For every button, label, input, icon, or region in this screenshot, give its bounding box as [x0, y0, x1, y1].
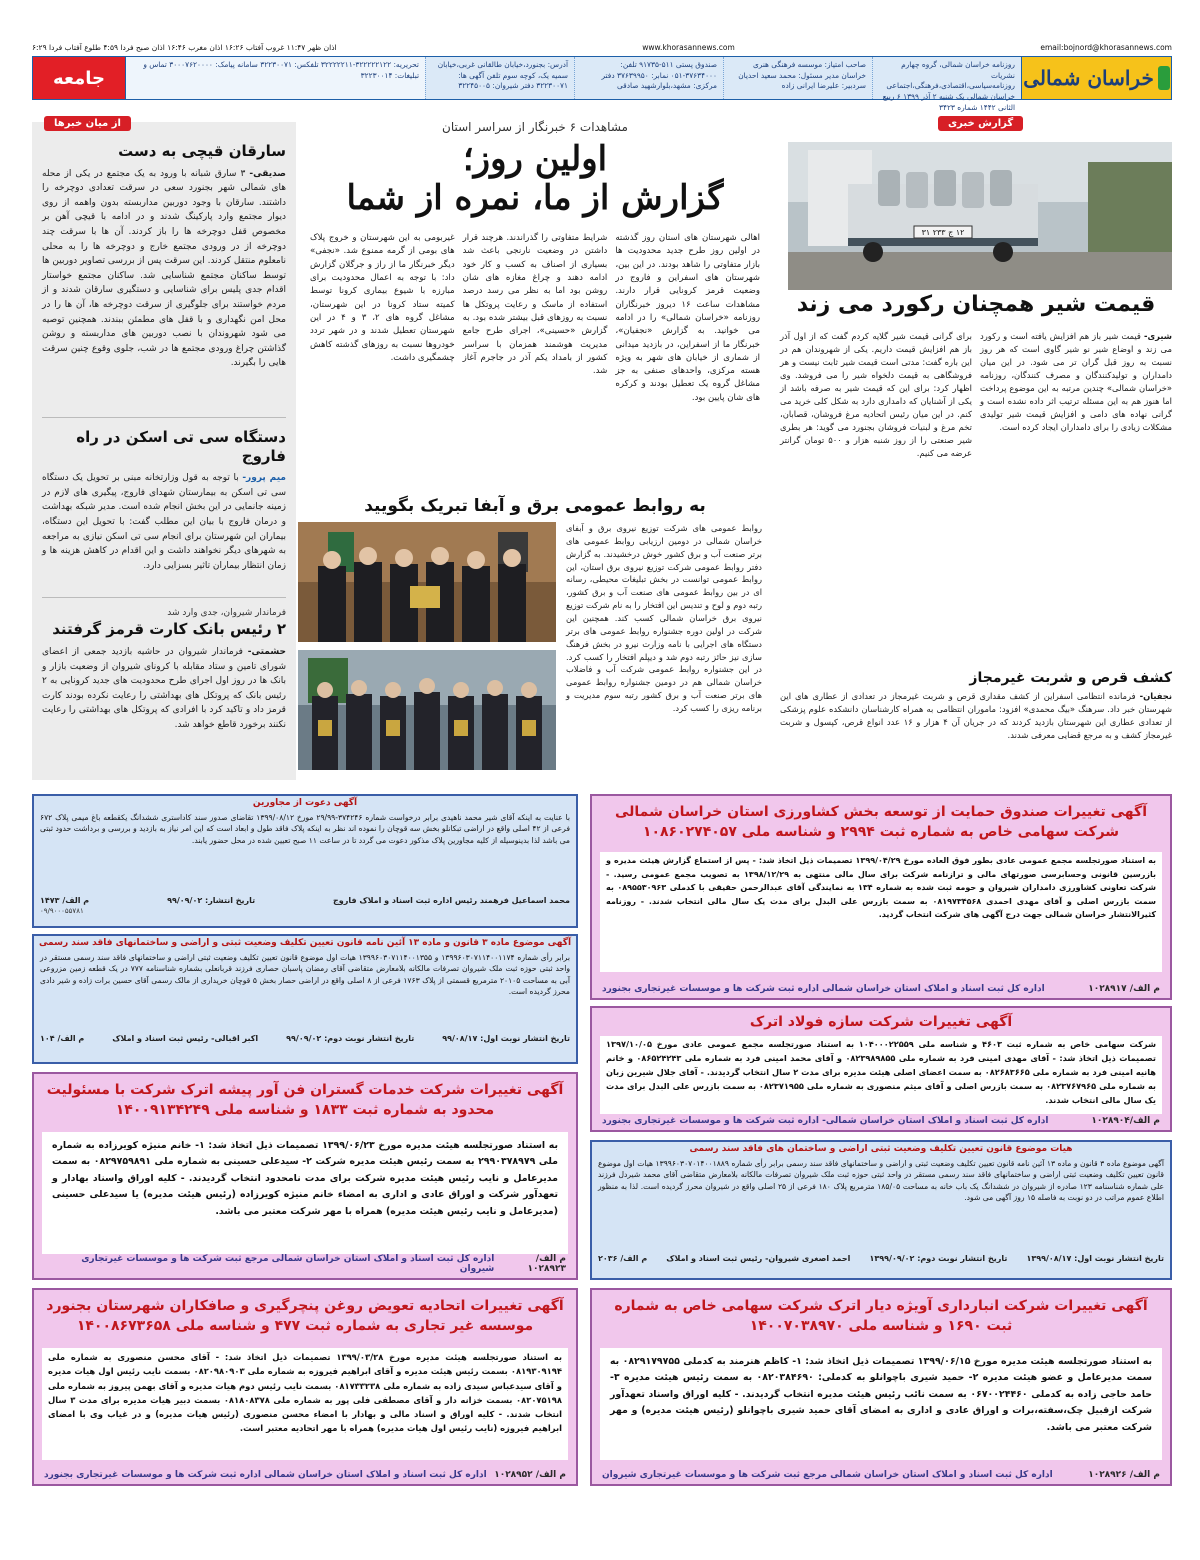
ad-law-right-sign-row	[592, 1252, 1170, 1265]
ad-ettehadieh-title: آگهی تغییرات اتحادیه تعویض روغن پنچرگیری و صافکاران شهرستان بجنورد موسسه غیر تجاری به شماره ثبت ۴۷۷ و شناسه ملی ۱۴۰۰۸۶۷۳۶۵۸	[46, 1298, 564, 1335]
ad-gostaran[interactable]	[32, 1072, 578, 1280]
sidebar-tag: از میان خبرها	[44, 116, 131, 131]
section-tag: جامعه	[33, 57, 125, 99]
ad-gostaran-text: به استناد صورتجلسه هیئت مدیره مورخ ۱۳۹۹/۰۶/۲۳ تصمیمات ذیل اتخاذ شد: ۱- خانم منیژه کویرزاده به شماره ملی ۲۹۹۰۳۷۸۹۷۹ به سمت رئیس هیئت مدیره شرکت ۲- سیدعلی حسینی به شماره ملی ۰۸۲۹۷۵۹۸۹۱ به سمت مدیرعامل و نایب رئیس هیئت مدیره شرکت برای مدت نامحدود انتخاب گردیدند. - کلیه اوراق واسناد بهادار و تعهدآور شرکت و اوراق عادی و اداری به امضاء خانم منیژه کویرزاده (رئیس هیئت مدیره) یا سیدعلی حسینی (مدیرعامل و نایب رئیس هیئت مدیره) همراه با مهر شرکت معتبر می باشد.	[52, 1140, 559, 1217]
ceremony-photo-1	[298, 522, 556, 642]
sidebar-divider	[42, 417, 286, 418]
ad-law-left-date1: تاریخ انتشار نوبت اول: ۹۹/۰۸/۱۷	[442, 1034, 570, 1043]
ad-ettehadieh[interactable]	[32, 1288, 578, 1486]
prayer-times: اذان ظهر ۱۱:۴۷ غروب آفتاب ۱۶:۲۶ اذان مغرب ۱۶:۴۶ اذان صبح فردا ۴:۵۹ طلوع آفتاب فردا ۶:۲۹	[32, 42, 337, 52]
ad-gostaran-title: آگهی تغییرات شرکت خدمات گستران فن آور پیشه اترک شرکت با مسئولیت محدود به شماره ثبت ۱۸۳۳ و شناسه ملی ۱۴۰۰۹۱۳۴۲۴۹	[46, 1082, 564, 1119]
tablets-text	[780, 690, 1172, 742]
power-body	[566, 522, 762, 774]
sidebar-lead-3: حشمتی-	[247, 647, 286, 657]
sidebar-text-1: ۳ سارق شبانه با ورود به یک مجتمع در یکی از محله های شمالی شهر بجنورد سعی در سرقت تعدادی دوچرخه را داشتند. سارقان با وجود دوربین مداربسته بدون واهمه از روی دیوار مجتمع وارد پارکینگ شدند و در ادامه با قیچی آهن بر مخصوص قفل دوچرخه ها را باز کردند. آن ها با سرقت چند دوچرخه از در ورودی مجتمع خارج و دوچرخه ها را به محلی نامعلوم منتقل کردند. این سرقت پس از بررسی تصاویر دوربین ها توسط ساکنان مجتمع شناسایی شد. ساکنان مجتمع خواستار اقدام جدی پلیس برای شناسایی و دستگیری سارقان شدند و از مردم خواستند برای جلوگیری از سرقت دوچرخه ها، آن ها را در محل امن نگهداری و با قفل های مطمئن ببندند. همچنین توصیه می شود شهروندان با نصب دوربین های مداربسته و روشن گذاشتن چراغ ورودی مجتمع ها در شب، جلوی وقوع چنین سرقت هایی را بگیرند.	[42, 168, 286, 369]
ad-law-right-ref: م الف/ ۲۰۳۶	[598, 1254, 648, 1263]
ad-sandogh-title: آگهی تغییرات صندوق حمایت از توسعه بخش کشاورزی استان خراسان شمالی شرکت سهامی خاص به شماره ثبت ۲۹۹۴ و شناسه ملی ۱۰۸۶۰۲۷۴۰۵۷	[615, 804, 1147, 841]
po-box-info: صندوق پستی ۵۱۱-۹۱۷۳۵ تلفن: ۳۷۶۳۴۰۰۰-۰۵۱ نمابر: ۳۷۶۳۹۹۵۰ دفتر مرکزی: مشهد،بلوارشهید صادقی	[574, 57, 723, 99]
ceremony-photo-1-svg	[298, 522, 556, 642]
lead-col-1: اهالی شهرستان های استان روز گذشته در اولین روز طرح جدید محدودیت ها بازار متفاوتی را شاهد بودند. در این بین، شهرستان های اسفراین و فاروج در وضعیت قرمز کرونایی قرار دارند. مشاهدات ساعت ۱۶ دیروز خبرنگاران روزنامه «خراسان شمالی» را در ادامه می خوانید. به گزارش «نجفیان»، خبرنگار ما از اسفراین، در بازدید میدانی از شماری از خیابان های شهر به ویژه هسته مرکزی، واحدهای صنفی به جز مشاغل گروه یک تعطیل بودند و کرکره های شان پایین بود.	[615, 233, 760, 403]
ad-gostaran-foot	[44, 1254, 566, 1274]
ad-fulad-body	[600, 1036, 1162, 1114]
ad-law-left[interactable]	[32, 934, 578, 1064]
ad-anbardar-text: به استناد صورتجلسه هیئت مدیره مورخ ۱۳۹۹/۰۶/۱۵ تصمیمات ذیل اتخاذ شد: ۱- کاظم هنرمند به کدملی ۰۸۲۹۱۷۹۷۵۵ به سمت مدیرعامل و عضو هیئت مدیره ۲- حمید شیری باچوانلو به کدملی: ۰۸۲۰۳۸۴۶۹۰ به سمت رئیس هیئت مدیره ۳- حامد حاجی زاده به کدملی ۰۶۷۰۰۲۴۴۶۰ به سمت نائب رئیس هیئت مدیره انتخاب گردیدند. - کلیه اوراق واسناد تعهدآور شرکت ازقبیل چک،سفته،برات و اوراق عادی و اداری به امضای آقای حمید شیری باچوانلو (رئیس هیئت مدیره) و مهر شرکت معتبر می باشد.	[610, 1356, 1153, 1433]
ad-invitation-text: با عنایت به اینکه آقای شیر محمد ناهیدی برابر درخواست شماره ۳۷۴۲۴۶-۲۹/۹۹ مورخ ۱۳۹۹/۰۸/۱۲ تقاضای صدور سند کاداستری ششدانگ یکقطعه باغ میمی پلاک ۶۷۲ فرعی از ۴۲ اصلی واقع در اراضی تبکانلو بخش سه قوچان را نموده اند نظر به اینکه پلاک فاقد طول و ابعاد است که این امر نیاز به بازدید و بررسی و برداشت حدود ثبتی می باشد لذا بدینوسیله از کلیه مجاورین پلاک مذکور دعوت می گردد تا در ساعت ۱۱ صبح تعیین شده در محل حضور یابند.	[40, 813, 571, 845]
sidebar-kicker-3: فرماندار شیروان، جدی وارد شد	[167, 608, 286, 619]
ad-law-left-sign: اکبر اقبالی- رئیس ثبت اسناد و املاک	[112, 1034, 259, 1043]
ad-law-left-sign-row	[34, 1032, 576, 1045]
milk-lead: شیری-	[1143, 331, 1172, 341]
ad-law-right-date1: تاریخ انتشار نوبت اول: ۱۳۹۹/۰۸/۱۷	[1026, 1254, 1164, 1263]
sidebar-headline-3[interactable]: ۲ رئیس بانک کارت قرمز گرفتند	[52, 620, 286, 639]
contact-info: تحریریه: ۳۲۲۲۲۲۱۲۲-۳۲۲۲۲۲۱۱ تلفکس: ۳۲۲۳۰۰۷۱ سامانه پیامک: ۳۰۰۰۷۶۲۰۰۰۰ تماس و تبلیغات: ۳۲۲۳۰۰۱۴	[125, 57, 425, 99]
paper-logo[interactable]	[1021, 57, 1171, 99]
milk-truck-photo-svg	[788, 142, 1172, 290]
owner-info: صاحب امتیاز: موسسه فرهنگی هنری خراسان مدیر مسئول: محمد سعید احدیان سردبیر: علیرضا ایرانی زاده	[723, 57, 872, 99]
sidebar-headline-2[interactable]: دستگاه سی تی اسکن در راه فاروج	[76, 427, 286, 465]
ad-anbardar[interactable]	[590, 1288, 1172, 1486]
lead-title[interactable]	[310, 140, 760, 218]
ad-law-right-date2: تاریخ انتشار نوبت دوم: ۱۳۹۹/۰۹/۰۲	[869, 1254, 1008, 1263]
ad-anbardar-title: آگهی تغییرات شرکت انبارداری آویژه دیار اترک شرکت سهامی خاص به شماره ثبت ۱۶۹۰ و شناسه ملی ۱۴۰۰۷۰۳۸۹۷۰	[614, 1298, 1148, 1335]
ad-gostaran-ref: م الف/ ۱۰۲۸۹۲۳	[527, 1254, 566, 1274]
ad-sandogh-body	[600, 852, 1162, 972]
paper-info: روزنامه خراسان شمالی، گروه چهارم نشریات روزنامه‌سیاسی،اقتصادی،فرهنگی،اجتماعی خراسان شمالی یک شنبه ۲ آذر ۱۳۹۹ ۶ ربیع الثانی ۱۴۴۲ شماره ۳۴۲۳	[872, 57, 1021, 99]
ad-invitation-ref: م الف/ ۱۴۷۳	[40, 896, 90, 905]
lead-kicker: مشاهدات ۶ خبرنگار از سراسر استان	[442, 120, 628, 134]
top-info-strip	[32, 40, 1172, 54]
ad-anbardar-foot	[602, 1470, 1160, 1480]
lead-body	[310, 232, 760, 477]
tablets-headline[interactable]: کشف قرص و شربت غیرمجاز	[969, 670, 1172, 686]
ad-ettehadieh-ref: م الف/ ۱۰۲۸۹۵۲	[494, 1470, 566, 1480]
ad-law-left-date2: تاریخ انتشار نوبت دوم: ۹۹/۰۹/۰۲	[286, 1034, 415, 1043]
milk-truck-photo	[788, 142, 1172, 290]
sidebar-lead-2: میم پرور-	[242, 473, 286, 484]
ad-law-right-title: هیات موضوع قانون تعیین تکلیف وضعیت ثبتی اراضی و ساختمان های فاقد سند رسمی	[689, 1144, 1073, 1154]
ad-invitation-sign: محمد اسماعیل فرهمند رئیس اداره ثبت اسناد و املاک فاروج	[333, 896, 570, 905]
ad-anbardar-ref: م الف/ ۱۰۲۸۹۲۶	[1088, 1470, 1160, 1480]
lead-col-3: غیربومی به این شهرستان و خروج پلاک های بومی از گرمه ممنوع شد. «نجفی» دیگر خبرنگار ما از راز و جرگلان گزارش داد: با توجه به اعمال محدودیت برای مبارزه با شیوع بیماری کرونا توسط کمیته ستاد کرونا در این شهرستان، مشاغل گروه های ۲، ۳ و ۴ در این شهرستان تعطیل شدند و در شهر تردد خودروها نسبت به روزهای گذشته کاهش چشمگیری داشت.	[309, 233, 455, 363]
milk-col-1-text: قیمت شیر باز هم افزایش یافته است و رکورد می زند و اوضاع شیر نو شیر گاوی است که هر روز نسبت به روز قبل گران تر می شود. در این میان دامداران و تولیدکنندگان و مصرف کنندگان، روزنامه «خراسان شمالی» چندین مرتبه به این موضوع پرداخت اما هنوز هم به این مسئله ترتیب اثر داده نشده است و گرانی نهاده های دامی و افزایش قیمت شیر تولیدی مشکلات زیادی را برای دامداران ایجاد کرده است.	[980, 331, 1172, 433]
masthead	[32, 56, 1172, 112]
email-text[interactable]: email:bojnord@khorasannews.com	[1040, 42, 1172, 52]
website-text[interactable]: www.khorasannews.com	[642, 42, 735, 52]
report-tag: گزارش خبری	[938, 116, 1023, 131]
logo-text: خراسان شمالی	[1023, 66, 1154, 90]
logo-icon	[1158, 66, 1170, 90]
ad-anbardar-body	[600, 1348, 1162, 1460]
ad-invitation-title: آگهی دعوت از مجاورین	[252, 798, 358, 808]
ad-fulad-foot	[602, 1116, 1160, 1126]
sidebar-lead-1: صدیقی-	[249, 168, 286, 179]
ad-fulad-org: اداره کل ثبت اسناد و املاک استان خراسان شمالی- اداره ثبت شرکت ها و موسسات غیرتجاری بجنورد	[602, 1116, 1049, 1126]
sidebar-text-3: فرماندار شیروان در حاشیه بازدید جمعی از اعضای شورای تامین و ستاد مقابله با کرونای شیروان از وضعیت بازار و بانک ها در روز اول اجرای طرح محدودیت های جدید کرونایی به ۲ رئیس بانک که پروتکل های بهداشتی را رعایت نکرده بودند کارت قرمز داد و تاکید کرد با افرادی که پروتکل های بهداشتی را رعایت نکنند برخورد قاطع خواهد شد.	[42, 647, 286, 730]
ad-anbardar-org: اداره کل ثبت اسناد و املاک استان خراسان شمالی مرجع ثبت شرکت ها و موسسات غیرتجاری شیروان	[602, 1470, 1053, 1480]
power-text: روابط عمومی های شرکت توزیع نیروی برق و آبفای خراسان شمالی در دومین ارزیابی روابط عمومی های برتر صنعت آب و برق کشور خوش درخشیدند. به گزارش دفتر روابط عمومی شرکت توزیع نیروی برق استان، این روابط عمومی توانست در بخش تبلیغات محیطی، رسانه ای در بین روابط عمومی های صنعت آب و برق کشور، رتبه دوم و لوح و تندیس این افتخار را به نام شرکت توزیع نیروی برق خراسان شمالی کسب کند. همچنین این شرکت در اولین دوره جشنواره روابط عمومی های برتر دستگاه های اجرایی با نامه وزارت نیرو در بخش فرهنگ سازی نیز حائز رتبه دوم شد و دیپلم افتخار را کسب کرد. در این جشنواره روابط عمومی شرکت آب و فاضلاب خراسان شمالی هم در دومین جشنواره روابط عمومی های برتر صنعت آب و برق کشور رتبه سوم مدیریت و برنامه ریزی را کسب کرد.	[566, 523, 762, 714]
news-sidebar	[32, 118, 296, 780]
ad-invitation[interactable]	[32, 794, 578, 928]
sidebar-body-2	[42, 471, 286, 587]
ad-invitation-date: تاریخ انتشار: ۹۹/۰۹/۰۲	[167, 896, 256, 905]
sidebar-text-2: با توجه به قول وزارتخانه مبنی بر تحویل یک دستگاه سی تی اسکن به بیمارستان شهدای فاروج، پیگیری های لازم در زمینه جانمایی در این بخش انجام شده است. مدیر شبکه بهداشت و درمان فاروج با بیان این مطلب گفت: با تحویل این دستگاه، بیماران این شهرستان برای انجام سی تی اسکن نیازی به مراجعه به شهرهای دیگر نخواهند داشت و این اقدام در کاهش هزینه ها و زمان انتظار بیماران تاثیر بسزایی دارد.	[42, 473, 286, 571]
sidebar-headline-1[interactable]: سارقان قیچی به دست	[118, 142, 286, 160]
ad-gostaran-org: اداره کل ثبت اسناد و املاک استان خراسان شمالی مرجع ثبت شرکت ها و موسسات غیرتجاری شیروان	[81, 1254, 495, 1274]
address-info: آدرس: بجنورد،خیابان طالقانی غربی،خیابان سمیه یک، کوچه سوم تلفن آگهی ها: ۳۲۲۳۰۰۷۱ دفتر شیروان: ۳۲۲۴۵۰۰۵	[425, 57, 574, 99]
tablets-body	[780, 690, 1172, 770]
ad-sandogh-ref: م الف/ ۱۰۲۸۹۱۷	[1088, 984, 1160, 994]
milk-col-1	[980, 330, 1172, 668]
ad-law-right[interactable]	[590, 1140, 1172, 1280]
ad-sandogh[interactable]	[590, 794, 1172, 1000]
ad-law-left-ref: م الف/ ۱۰۴	[40, 1034, 85, 1043]
milk-col-2: برای گرانی قیمت شیر گلایه کردم گفت که از اول آذر باز هم افزایش قیمت داریم. یکی از شهروندان هم در این باره گفت: مدتی است قیمت شیر ثابت نیست و هر فروشگاهی به قیمت دلخواه شیر را می فروشد. وی اظهار کرد: برای این که قیمت شیر به صرفه باشد از یکی از آشنایان که دامداری دارد به شکل کلی خرید می کنم. در این میان رئیس اتحادیه مرغ فروشان، قصابان، تخم مرغ و لبنیات فروشان بجنورد می گوید: هر بطری شیر صنعتی را از روز شنبه هزار و ۵۰۰ تومان گرانتر عرضه می کنیم.	[780, 331, 972, 459]
ad-law-right-text: آگهی موضوع ماده ۳ قانون و ماده ۱۳ آئین نامه قانون تعیین تکلیف وضعیت ثبتی و اراضی و ساختمانهای فاقد سند رسمی برابر رأی شماره ۱۳۹۹۶۰۳۰۷۰۱۴۰۰۱۸۸۹ هیات اول موضوع قانون تعیین تکلیف وضعیت ثبتی اراضی و ساختمانهای فاقد سند رسمی مستقر در واحد ثبتی حوزه ثبت ملک شیروان تصرفات مالکانه بلامعارض متقاضی آقای محمد شیردل فرزند علی شماره شناسنامه ۱۲۳ صادره از شیروان در ششدانگ یک باب خانه به مساحت ۱۸۵/۰۵ مترمربع پلاک ۱۸۰ فرعی از ۲۵ اصلی واقع در شیروان محرز گردیده است. لذا به منظور اطلاع عموم مراتب در دو نوبت به فاصله ۱۵ روز آگهی می شود.	[598, 1159, 1164, 1203]
license-plate: ۱۲ ج ۲۳۳ ۳۱	[921, 228, 965, 237]
sidebar-body-3	[42, 645, 286, 755]
ceremony-photo-2-svg	[298, 650, 556, 770]
ad-law-left-title: آگهی موضوع ماده ۳ قانون و ماده ۱۳ آئین نامه قانون تعیین تکلیف وضعیت ثبتی و اراضی و ساختمانهای فاقد سند رسمی	[38, 938, 572, 948]
ad-sandogh-foot	[602, 984, 1160, 994]
ad-fulad-title: آگهی تغییرات شرکت سازه فولاد اترک	[749, 1014, 1013, 1030]
sidebar-divider	[42, 597, 286, 598]
ad-invitation-code: ۰۹/۹۰۰۰۵۵۷۸۱	[40, 907, 84, 915]
milk-body	[780, 330, 1172, 668]
lead-title-line2: گزارش از ما، نمره از شما	[346, 178, 724, 219]
ad-sandogh-org: اداره کل ثبت اسناد و املاک استان خراسان شمالی اداره ثبت شرکت ها و موسسات غیرتجاری بجنورد	[602, 984, 1045, 994]
ad-ettehadieh-text: به استناد صورتجلسه هیئت مدیره مورخ ۱۳۹۹/۰۳/۲۸ تصمیمات ذیل اتخاذ شد: - آقای محسن منصوری به شماره ملی ۰۸۱۹۳۰۹۱۹۴ بسمت رئیس هیئت مدیره و آقای ابراهیم فیروزه به شماره ملی ۰۸۲۰۹۸۰۹۰۳ بسمت نایب رئیس اول هیات مدیره و آقای سیدعباس سیدی زاده به شماره ملی ۰۸۱۷۳۳۲۳۸ بسمت نایب رئیس دوم هیات مدیره و آقای بهمن پیروز به شماره ملی ۰۸۲۰۷۵۱۹۸ بسمت خزانه دار و آقای مصطفی فلی پور به شماره ملی ۰۸۱۸۰۸۳۷۸ بسمت دبیر هیات مدیره برای مدت ۳ سال انتخاب شدند. - کلیه اوراق و اسناد مالی و بهادار با امضاء محسن منصوری (رئیس هیات مدیره) و در غیاب وی با امضای ابراهیم فیروزه (نایب رئیس اول هیات مدیره) همراه با مهر اتحادیه معتبر است.	[48, 1352, 563, 1434]
ad-fulad[interactable]	[590, 1006, 1172, 1132]
tablets-text-content: فرمانده انتظامی اسفراین از کشف مقداری قرص و شربت غیرمجاز در تعدادی از عطاری های این شهرستان خبر داد. سرهنگ «بیگ محمدی» افزود: ماموران انتظامی به همراه کارشناسان دانشکده علوم پزشکی از تعدادی عطاری این شهرستان بازدید کردند که در جریان آن ۴ هزار و ۱۶ عدد انواع قرص، کپسول و شربت غیرمجاز کشف و به مرجع قضایی معرفی شدند.	[780, 691, 1172, 741]
power-headline[interactable]: به روابط عمومی برق و آبفا تبریک بگویید	[364, 496, 706, 516]
milk-title[interactable]: قیمت شیر همچنان رکورد می زند	[796, 292, 1156, 317]
ad-law-left-text: برابر رأی شماره ۱۳۹۹۶۰۳۰۷۱۱۴۰۰۱۱۷۴ و ۱۳۹۹۶۰۳۰۷۱۱۴۰۰۱۳۵۵ هیات اول موضوع قانون تعیین تکلیف وضعیت ثبتی اراضی و ساختمانهای فاقد سند رسمی مستقر در واحد ثبتی حوزه ثبت ملک شیروان تصرفات مالکانه بلامعارض متقاضی آقای رمضان پاسبان حصاری فرزند قربانعلی بشماره شناسنامه ۷۷۷ در یک قطعه زمین مزروعی آبی به مساحت ۲۰۱۰۵ مترمربع قسمتی از پلاک ۱۷۶۳ فرعی از ۸ اصلی واقع در اراضی حصار بخش ۵ قوچان خریداری از مالک رسمی آقای حسین برات زاده و شیر دادی محرز گردیده است.	[40, 953, 570, 997]
ad-sandogh-text: به استناد صورتجلسه مجمع عمومی عادی بطور فوق العاده مورخ ۱۳۹۹/۰۴/۲۹ تصمیمات ذیل اتخاذ شد: - پس از استماع گزارش هیئت مدیره و بازرسین قانونی وحسابرسی صورتهای مالی و ترازنامه شرکت برای سال مالی منتهی به ۱۳۹۸/۱۲/۲۹ به تصویب مجمع عمومی رسید. - شرکت تعاونی کشاورزی دامداران شیروان و حومه ثبت شده به شماره ۱۳۴ به نمایندگی آقای عبدالرحمن حقیقی با کدملی ۰۸۹۵۵۳۰۹۶۳ به سمت بازرس اصلی و آقای مهدی احمدی ۰۸۱۹۷۳۴۵۶۸ به سمت بازرس علی البدل برای مدت یک سال مالی انتخاب شدند. - روزنامه کثیرالانتشار خراسان شمالی جهت درج آگهی های شرکت انتخاب گردید.	[606, 856, 1157, 920]
ad-invitation-sign-row	[34, 894, 576, 907]
ad-ettehadieh-body	[42, 1348, 568, 1460]
lead-title-line1: اولین روز؛	[462, 139, 608, 179]
ad-fulad-text: شرکت سهامی خاص به شماره ثبت ۴۶۰۳ و شناسه ملی ۱۰۴۰۰۰۲۲۵۵۹ به استناد صورتجلسه مجمع عمومی عادی مورخ ۱۳۹۷/۱۰/۰۵ تصمیمات ذیل اتخاذ شد: - آقای مهدی امینی فرد به شماره ملی ۰۸۲۳۹۸۹۸۵۵ و آقای محمد امینی فرد به شماره ملی ۰۸۶۵۲۴۲۴۳ و خانم هانیه امینی فرد به شماره ملی ۰۸۲۶۸۳۶۶۵ به سمت اعضای اصلی هیئت مدیره برای مدت ۲ سال انتخاب گردیدند. - آقای جلال شیرین زبان به شماره ملی ۰۸۲۳۷۶۷۹۶۵ به سمت بازرس اصلی و آقای میثم منصوری به شماره ملی ۰۸۲۳۷۱۹۵۵ به سمت بازرس علی البدل برای مدت یک سال مالی انتخاب شدند.	[606, 1039, 1157, 1105]
ceremony-photo-2	[298, 650, 556, 770]
sidebar-body-1	[42, 167, 286, 407]
power-photos	[298, 522, 556, 772]
ad-ettehadieh-foot	[44, 1470, 566, 1480]
ad-ettehadieh-org: اداره کل ثبت اسناد و املاک استان خراسان شمالی اداره ثبت شرکت ها و موسسات غیرتجاری بجنورد	[44, 1470, 487, 1480]
ad-law-right-sign: احمد اصغری شیروان- رئیس ثبت اسناد و املاک	[666, 1254, 851, 1263]
ad-fulad-ref: م الف/۱۰۲۸۹۰۴	[1091, 1116, 1160, 1126]
tablets-lead: نجفیان-	[1139, 691, 1172, 701]
ad-gostaran-body	[42, 1132, 568, 1254]
lead-col-2: شرایط متفاوتی را گذراندند. هرچند قرار داشتن در وضعیت نارنجی باعث شد بسیاری از اصناف به کسب و کار خود ادامه دهند و چراغ مغازه های شان روشن بود اما به نظر می رسد درصد استفاده از ماسک و رعایت پروتکل ها نسبت به روزهای قبل بیشتر شده بود. به گزارش «حسینی»، اجرای طرح جامع مدیریت هوشمند همزمان با سراسر کشور از بامداد یکم آذر در جاجرم آغاز شد.	[462, 233, 608, 377]
